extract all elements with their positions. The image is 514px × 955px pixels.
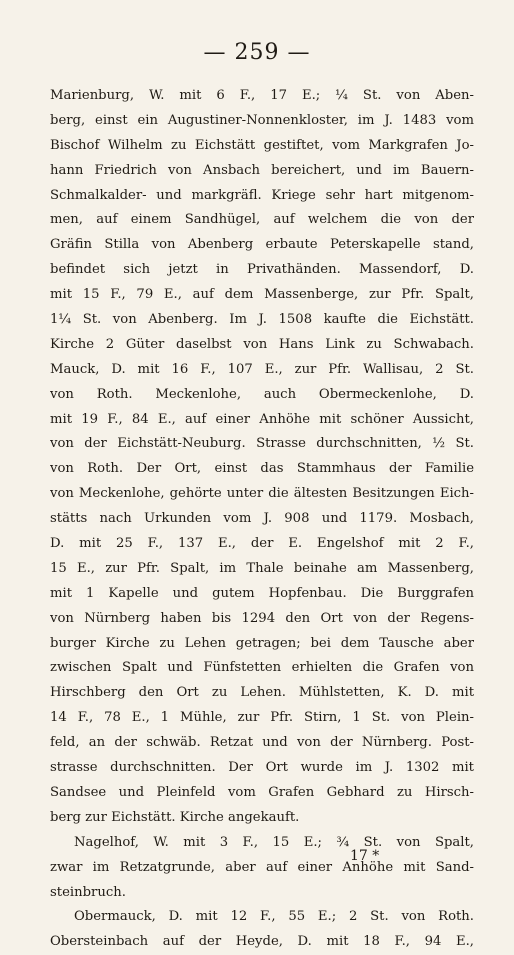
text-line: Sandsee und Pleinfeld vom Grafen Gebhard zu Hirsch- <box>50 784 474 800</box>
text-line: D. mit 25 F., 137 E., der E. Engelshof mit 2 F., <box>50 536 474 552</box>
text-line: steinbruch. <box>50 884 126 900</box>
text-line: berg, einst ein Augustiner-Nonnenkloster, im J. 1483 vom <box>50 112 474 128</box>
text-line: feld, an der schwäb. Retzat und von der Nürnberg. Post- <box>50 735 474 751</box>
text-line: 15 E., zur Pfr. Spalt, im Thale beinahe am Massenberg, <box>50 560 474 576</box>
text-line: Bischof Wilhelm zu Eichstätt gestiftet, vom Markgrafen Jo- <box>50 137 474 153</box>
text-line: von Roth. Meckenlohe, auch Obermeckenlohe, D. <box>50 386 474 402</box>
text-line: mit 1 Kapelle und gutem Hopfenbau. Die Burggrafen <box>50 585 474 601</box>
text-line: Hirschberg den Ort zu Lehen. Mühlstetten, K. D. mit <box>50 685 474 701</box>
text-line: 14 F., 78 E., 1 Mühle, zur Pfr. Stirn, 1 St. von Plein- <box>50 710 474 726</box>
text-line: mit 15 F., 79 E., auf dem Massenberge, zur Pfr. Spalt, <box>50 287 474 303</box>
text-line: Kirche 2 Güter daselbst von Hans Link zu Schwabach. <box>50 336 474 352</box>
text-line: Obermauck, D. mit 12 F., 55 E.; 2 St. von Roth. <box>74 909 474 925</box>
text-line: men, auf einem Sandhügel, auf welchem die von der <box>50 212 474 228</box>
page-number-header: — 259 — <box>203 40 311 65</box>
text-line: Obersteinbach auf der Heyde, D. mit 18 F., 94 E., <box>50 934 474 950</box>
text-line: strasse durchschnitten. Der Ort wurde im J. 1302 mit <box>50 760 474 776</box>
text-line: hann Friedrich von Ansbach bereichert, und im Bauern- <box>50 162 474 178</box>
text-line: Mauck, D. mit 16 F., 107 E., zur Pfr. Wallisau, 2 St. <box>50 361 474 377</box>
text-line: von Meckenlohe, gehörte unter die ältesten Besitzungen Eich- <box>50 486 474 502</box>
text-line: berg zur Eichstätt. Kirche angekauft. <box>50 809 300 825</box>
text-line: burger Kirche zu Lehen getragen; bei dem Tausche aber <box>50 635 474 651</box>
text-line: 1¼ St. von Abenberg. Im J. 1508 kaufte die Eichstätt. <box>50 312 474 328</box>
text-line: Gräfin Stilla von Abenberg erbaute Peterskapelle stand, <box>50 237 474 253</box>
text-line: von der Eichstätt-Neuburg. Strasse durchschnitten, ½ St. <box>50 436 474 452</box>
printer-signature-mark: 17 * <box>350 848 380 864</box>
text-line: von Roth. Der Ort, einst das Stammhaus der Familie <box>50 461 474 477</box>
text-line: Schmalkalder- und markgräfl. Kriege sehr hart mitgenom- <box>50 187 474 203</box>
text-line: zwar im Retzatgrunde, aber auf einer Anhöhe mit Sand- <box>50 859 474 875</box>
text-line: zwischen Spalt und Fünfstetten erhielten die Grafen von <box>50 660 474 676</box>
text-line: von Nürnberg haben bis 1294 den Ort von der Regens- <box>50 610 474 626</box>
text-line: stätts nach Urkunden vom J. 908 und 1179. Mosbach, <box>50 511 474 527</box>
text-line: Marienburg, W. mit 6 F., 17 E.; ¼ St. von Aben- <box>50 88 474 103</box>
text-line: Nagelhof, W. mit 3 F., 15 E.; ¾ St. von Spalt, <box>74 834 474 850</box>
page-body-text <box>50 84 474 955</box>
text-line: mit 19 F., 84 E., auf einer Anhöhe mit schöner Aussicht, <box>50 411 474 427</box>
text-line: befindet sich jetzt in Privathänden. Massendorf, D. <box>50 262 474 278</box>
